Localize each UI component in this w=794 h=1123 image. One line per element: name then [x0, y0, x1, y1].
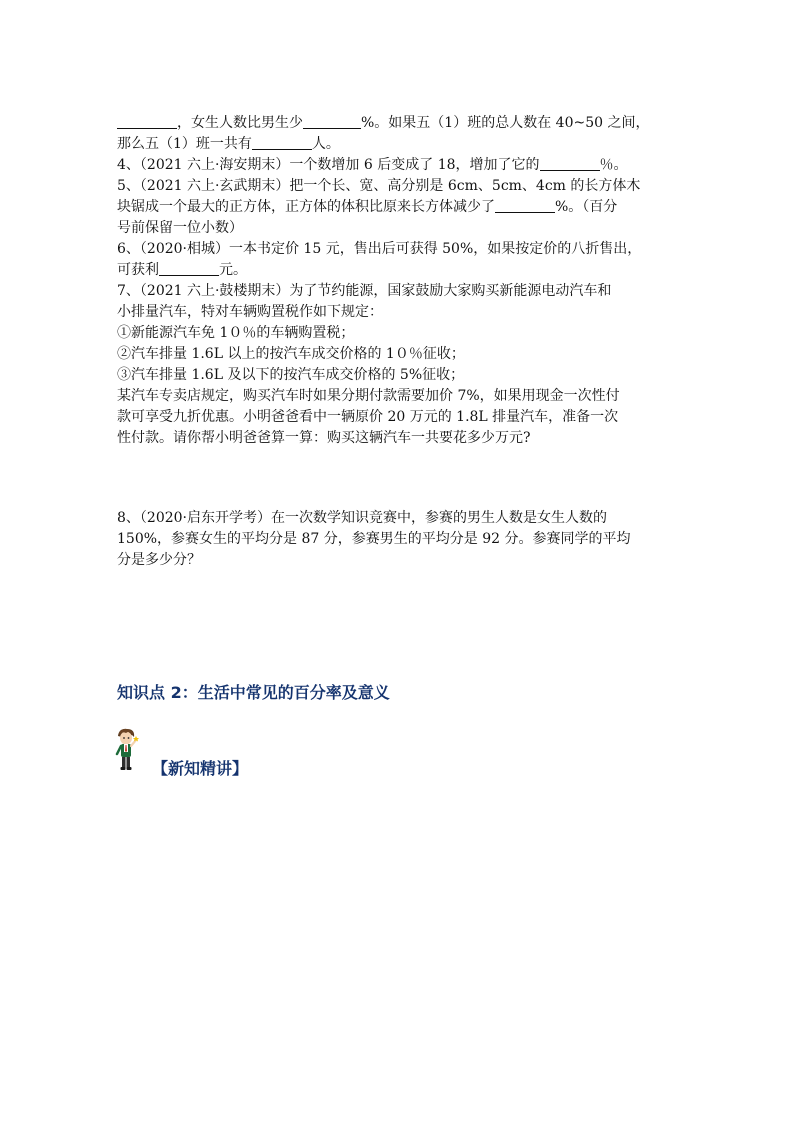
question-8-line-1: 8、（2020·启东开学考）在一次数学知识竞赛中，参赛的男生人数是女生人数的 — [117, 510, 607, 526]
answer-blank[interactable] — [540, 156, 600, 171]
student-mascot-icon — [113, 727, 139, 771]
question-6-line-1: 6、（2020·相城）一本书定价 15 元，售出后可获得 50%，如果按定价的八折售出， — [117, 241, 642, 257]
answer-space — [117, 449, 689, 508]
question-5-line-1: 5、（2021 六上·玄武期末）把一个长、宽、高分别是 6cm、5cm、4cm 的长方体木 — [117, 178, 641, 194]
question-8-line-3: 分是多少分？ — [117, 552, 201, 568]
question-3-line-1 — [117, 113, 689, 134]
text: 元。 — [219, 262, 247, 278]
new-knowledge-badge: 【新知精讲】 — [152, 759, 249, 778]
answer-blank[interactable] — [303, 114, 361, 129]
question-7-line-1: 7、（2021 六上·鼓楼期末）为了节约能源，国家鼓励大家购买新能源电动汽车和 — [117, 283, 612, 299]
answer-blank[interactable] — [495, 198, 555, 213]
question-8-line-2: 150%，参赛女生的平均分是 87 分，参赛男生的平均分是 92 分。参赛同学的平均 — [117, 531, 631, 547]
question-5-line-2 — [117, 197, 689, 218]
text: 可获利 — [117, 262, 159, 278]
exercise-list — [117, 113, 689, 571]
question-7-rule-3: ③汽车排量 1.6L 及以下的按汽车成交价格的 5%征收； — [117, 367, 465, 383]
question-7-line-2: 小排量汽车，特对车辆购置税作如下规定： — [117, 304, 383, 320]
text: 那么五（1）班一共有 — [117, 136, 252, 152]
question-7-line-7: 款可享受九折优惠。小明爸爸看中一辆原价 20 万元的 1.8L 排量汽车，准备一次 — [117, 409, 619, 425]
question-7-rule-2: ②汽车排量 1.6L 以上的按汽车成交价格的 1０％征收； — [117, 346, 465, 362]
text: 人。 — [311, 136, 340, 152]
section-heading: 知识点 2：生活中常见的百分率及意义 — [117, 683, 390, 702]
text: 4、（2021 六上·海安期末）一个数增加 6 后变成了 18，增加了它的 — [117, 157, 540, 173]
text: 块锯成一个最大的正方体，正方体的体积比原来长方体减少了 — [117, 199, 495, 215]
text: ，女生人数比男生少 — [177, 115, 303, 131]
text: ％。 — [599, 157, 628, 173]
question-4 — [117, 155, 689, 176]
text: %。（百分 — [555, 199, 618, 215]
question-3-line-2 — [117, 134, 689, 155]
question-6-line-2 — [117, 260, 689, 281]
answer-blank[interactable] — [117, 114, 177, 129]
answer-blank[interactable] — [252, 135, 312, 150]
text: %。如果五（1）班的总人数在 40~50 之间， — [361, 115, 650, 131]
question-7-line-6: 某汽车专卖店规定，购买汽车时如果分期付款需要加价 7%，如果用现金一次性付 — [117, 388, 620, 404]
question-7-line-8: 性付款。请你帮小明爸爸算一算：购买这辆汽车一共要花多少万元? — [117, 430, 531, 446]
question-7-rule-1: ①新能源汽车免 1０％的车辆购置税； — [117, 325, 355, 341]
question-5-line-3: 号前保留一位小数） — [117, 220, 243, 236]
answer-blank[interactable] — [159, 261, 219, 276]
